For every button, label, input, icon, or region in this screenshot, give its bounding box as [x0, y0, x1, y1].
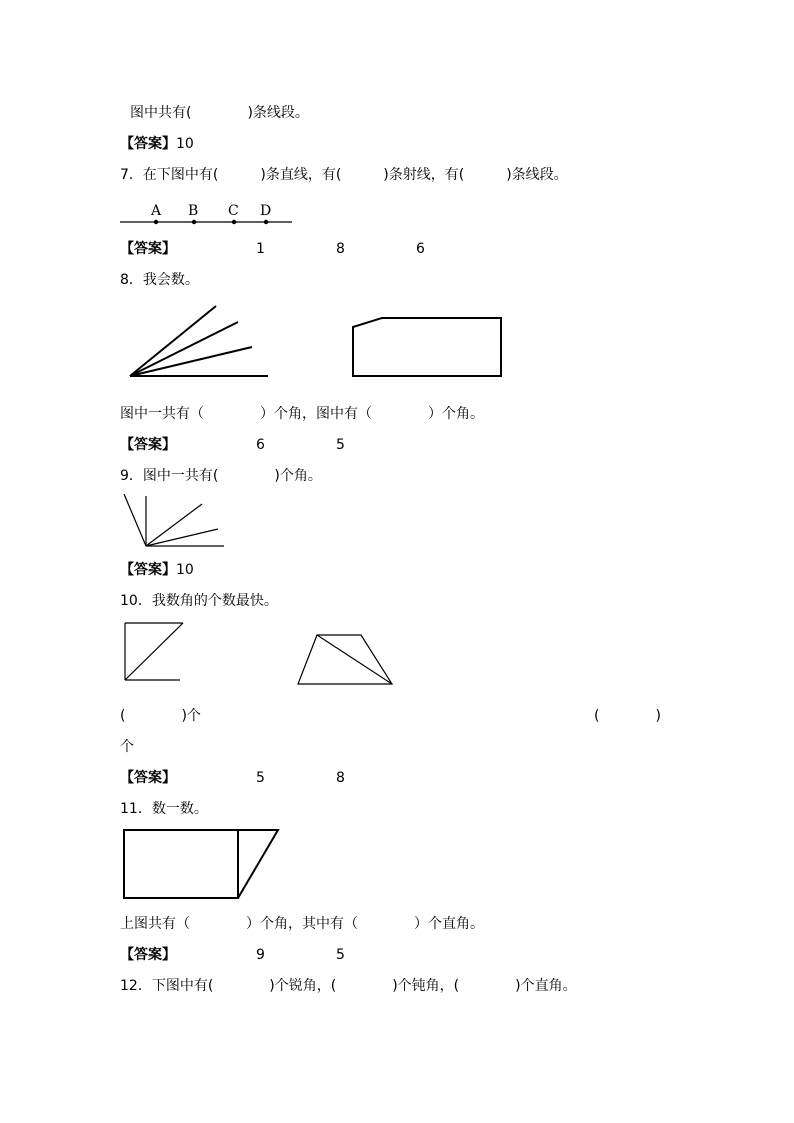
q8-question: 图中一共有（ ）个角，图中有（ ）个角。	[120, 406, 484, 422]
q8-title: 8．我会数。	[120, 272, 199, 288]
q6-answer	[120, 135, 194, 153]
q11-question: 上图共有（ ）个角，其中有（ ）个直角。	[120, 916, 484, 932]
q8-pentagon-figure	[350, 315, 505, 380]
q9-title: 9．图中一共有( )个角。	[120, 468, 322, 484]
q11-title: 11．数一数。	[120, 801, 208, 817]
q10-unit-wrap: 个	[120, 739, 134, 755]
point-a-label: A	[151, 203, 162, 219]
q11-answer-1: 9	[256, 947, 265, 963]
q10-blank-right: ( )	[594, 708, 661, 724]
answer-value: 10	[176, 562, 194, 578]
q7-answer-3: 6	[416, 241, 425, 257]
q8-answer-1: 6	[256, 437, 265, 453]
q10-blank-left: ( )个	[120, 708, 201, 724]
q6-text: 图中共有( )条线段。	[130, 105, 309, 121]
answer-label: 【答案】	[120, 136, 176, 152]
q11-answer-2: 5	[336, 947, 345, 963]
point-b-label: B	[188, 203, 199, 219]
q9-answer	[120, 561, 194, 579]
q10-title: 10．我数角的个数最快。	[120, 593, 278, 609]
q10-square-figure	[120, 620, 190, 685]
point-d-label: D	[260, 203, 272, 219]
q12-title: 12．下图中有( )个锐角，( )个钝角，( )个直角。	[120, 978, 577, 994]
answer-label: 【答案】	[120, 562, 176, 578]
answer-value: 10	[176, 136, 194, 152]
q8-fan-rays-figure	[120, 300, 280, 385]
q7-line-figure	[120, 200, 300, 230]
q7-answer-2: 8	[336, 241, 345, 257]
q10-answer-2: 8	[336, 770, 345, 786]
q11-rectangle-trapezoid-figure	[120, 826, 285, 904]
answer-label: 【答案】	[120, 241, 176, 257]
q9-rays-figure	[120, 490, 230, 550]
q10-answer-1: 5	[256, 770, 265, 786]
q7-answer-1: 1	[256, 241, 265, 257]
answer-label: 【答案】	[120, 437, 176, 453]
answer-label: 【答案】	[120, 770, 176, 786]
q8-answer-2: 5	[336, 437, 345, 453]
q7-question: 7．在下图中有( )条直线，有( )条射线，有( )条线段。	[120, 167, 568, 183]
q10-trapezoid-figure	[295, 632, 395, 687]
point-c-label: C	[228, 203, 239, 219]
answer-label: 【答案】	[120, 947, 176, 963]
